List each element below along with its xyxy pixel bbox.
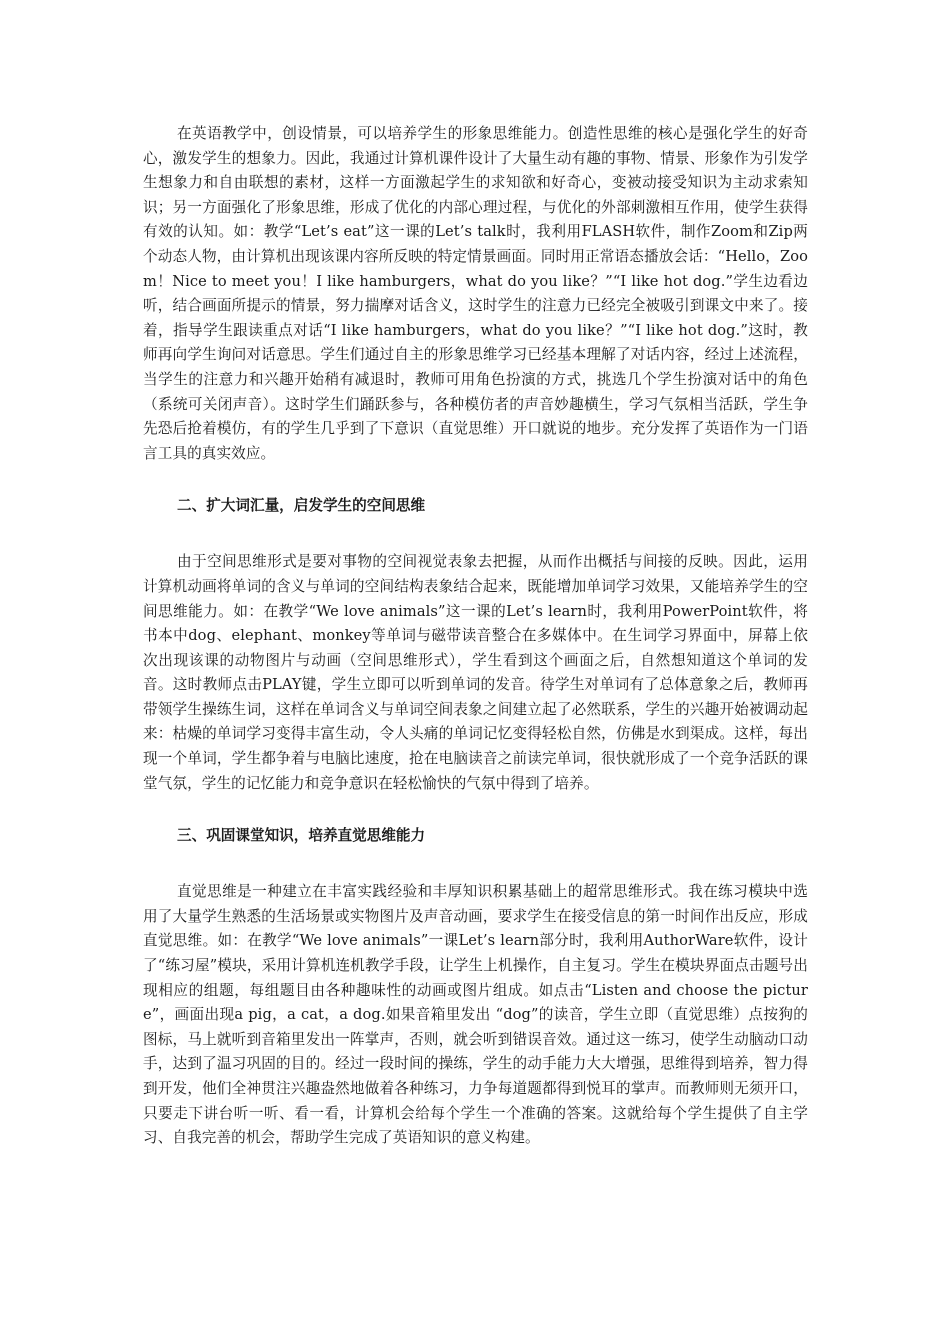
spacer (143, 466, 808, 494)
section-heading-intuitive-thinking: 三、巩固课堂知识，培养直觉思维能力 (177, 827, 426, 845)
spacer (143, 518, 808, 550)
section-heading-vocabulary: 二、扩大词汇量，启发学生的空间思维 (177, 497, 426, 515)
document-page (143, 122, 808, 1151)
spacer (143, 796, 808, 824)
paragraph-spatial-thinking: 由于空间思维形式是要对事物的空间视觉表象去把握，从而作出概括与间接的反映。因此，运用计算机动画将单词的含义与单词的空间结构表象结合起来，既能增加单词学习效果，又能培养学生的空间思维能力。如：在教学“We love animals”这一课的Let’s learn时，我利用PowerPoint软件，将书本中dog、elephant、monkey等单词与磁带读音整合在多媒体中。在生词学习界面中，屏幕上依次出现该课的动物图片与动画（空间思维形式），学生看到这个画面之后，自然想知道这个单词的发音。这时教师点击PLAY键，学生立即可以听到单词的发音。待学生对单词有了总体意象之后，教师再带领学生操练生词，这样在单词含义与单词空间表象之间建立起了必然联系，学生的兴趣开始被调动起来：枯燥的单词学习变得丰富生动，令人头痛的单词记忆变得轻松自然，仿佛是水到渠成。这样，每出现一个单词，学生都争着与电脑比速度，抢在电脑读音之前读完单词，很快就形成了一个竞争活跃的课堂气氛，学生的记忆能力和竞争意识在轻松愉快的气氛中得到了培养。 (143, 553, 808, 792)
spacer (143, 848, 808, 880)
paragraph-intuitive-thinking: 直觉思维是一种建立在丰富实践经验和丰厚知识积累基础上的超常思维形式。我在练习模块中选用了大量学生熟悉的生活场景或实物图片及声音动画，要求学生在接受信息的第一时间作出反应，形成直觉思维。如：在教学“We love animals”一课Let’s learn部分时，我利用AuthorWare软件，设计了“练习屋”模块，采用计算机连机教学手段，让学生上机操作，自主复习。学生在模块界面点击题号出现相应的组题，每组题目由各种趣味性的动画或图片组成。如点击“Listen and choose the picture”，画面出现a pig，a cat，a dog.如果音箱里发出 “dog”的读音，学生立即（直觉思维）点按狗的图标，马上就听到音箱里发出一阵掌声，否则，就会听到错误音效。通过这一练习，使学生动脑动口动手，达到了温习巩固的目的。经过一段时间的操练，学生的动手能力大大增强，思维得到培养，智力得到开发，他们全神贯注兴趣盎然地做着各种练习，力争每道题都得到悦耳的掌声。而教师则无须开口，只要走下讲台听一听、看一看，计算机会给每个学生一个准确的答案。这就给每个学生提供了自主学习、自我完善的机会，帮助学生完成了英语知识的意义构建。 (143, 883, 808, 1147)
paragraph-situational-teaching: 在英语教学中，创设情景，可以培养学生的形象思维能力。创造性思维的核心是强化学生的好奇心，激发学生的想象力。因此，我通过计算机课件设计了大量生动有趣的事物、情景、形象作为引发学生想象力和自由联想的素材，这样一方面激起学生的求知欲和好奇心，变被动接受知识为主动求索知识；另一方面强化了形象思维，形成了优化的内部心理过程，与优化的外部刺激相互作用，使学生获得有效的认知。如：教学“Let’s eat”这一课的Let’s talk时，我利用FLASH软件，制作Zoom和Zip两个动态人物，由计算机出现该课内容所反映的特定情景画面。同时用正常语态播放会话：“Hello，Zoom！Nice to meet you！I like hamburgers，what do you like？”“I like hot dog.”学生边看边听，结合画面所提示的情景，努力揣摩对话含义，这时学生的注意力已经完全被吸引到课文中来了。接着，指导学生跟读重点对话“I like hamburgers，what do you like？”“I like hot dog.”这时，教师再向学生询问对话意思。学生们通过自主的形象思维学习已经基本理解了对话内容，经过上述流程，当学生的注意力和兴趣开始稍有减退时，教师可用角色扮演的方式，挑选几个学生扮演对话中的角色（系统可关闭声音）。这时学生们踊跃参与，各种模仿者的声音妙趣横生，学习气氛相当活跃，学生争先恐后抢着模仿，有的学生几乎到了下意识（直觉思维）开口就说的地步。充分发挥了英语作为一门语言工具的真实效应。 (143, 125, 808, 462)
